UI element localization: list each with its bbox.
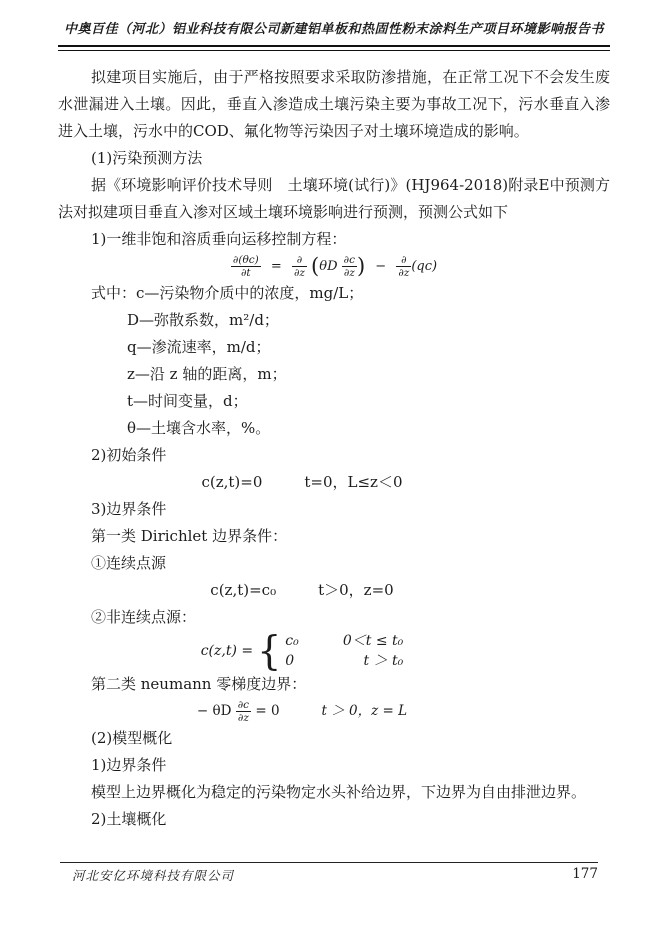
heading-transport-equation: 1)一维非饱和溶质垂向运移控制方程： — [91, 230, 347, 248]
fraction-d-dz-2: $\frac{\partial}{\partial z}$ — [398, 253, 410, 279]
piecewise-group — [200, 627, 404, 675]
fraction-dthetac-dt: $\frac{\partial(\theta c)}{\partial t}$ — [232, 253, 259, 279]
document-body — [58, 64, 610, 833]
equals-sign: = — [270, 259, 282, 274]
page-number: 177 — [572, 866, 598, 882]
formula-initial-condition — [58, 469, 610, 496]
paragraph-basis: 据《环境影响评价技术导则 土壤环境(试行)》(HJ964-2018)附录E中预测方法对拟建项目垂直入渗对区域土壤环境影响进行预测，预测公式如下 — [58, 176, 610, 221]
curly-brace: { — [257, 627, 282, 675]
symbol-definition-theta: θ—土壤含水率，%。 — [127, 419, 271, 437]
theta-d-coefficient: θD — [319, 259, 338, 274]
symbol-definition-z: z—沿 z 轴的距离，m； — [127, 365, 287, 383]
initial-condition-range: t=0，L≤z＜0 — [304, 473, 403, 491]
heading-neumann: 第二类 neumann 零梯度边界： — [91, 675, 307, 693]
continuous-condition-range: t＞0，z=0 — [318, 581, 394, 599]
piecewise-row2-value: 0 — [285, 653, 295, 669]
symbol-definition-D: D—弥散系数，m²/d； — [127, 311, 279, 329]
fraction-dc-dz-neumann: $\frac{\partial c}{\partial z}$ — [237, 698, 250, 724]
piecewise-lhs: c(z,t) = — [200, 642, 254, 659]
heading-boundary-condition: 3)边界条件 — [91, 500, 167, 518]
page-header — [58, 22, 610, 51]
symbol-definition-c: 式中：c—污染物介质中的浓度，mg/L； — [91, 284, 364, 302]
qc-term: (qc) — [411, 259, 438, 274]
initial-expression: c(z,t)=0 — [201, 473, 263, 491]
page-footer — [60, 862, 598, 884]
report-title: 中奥百佳（河北）铝业科技有限公司新建铝单板和热固性粉末涂料生产项目环境影响报告书 — [63, 22, 604, 37]
neumann-prefix: − θD — [196, 703, 232, 719]
footer-row — [60, 866, 598, 884]
formula-continuous-source — [58, 577, 610, 604]
formula-neumann-boundary — [58, 698, 610, 725]
heading-prediction-method: (1)污染预测方法 — [91, 149, 203, 167]
footer-divider — [60, 862, 598, 863]
piecewise-row-2 — [285, 651, 403, 671]
minus-sign: − — [375, 259, 387, 274]
neumann-equals-zero: = 0 — [255, 703, 280, 719]
heading-model-generalization: (2)模型概化 — [91, 729, 173, 747]
continuous-expression: c(z,t)=c₀ — [210, 581, 277, 599]
heading-discontinuous-source: ②非连续点源： — [91, 608, 197, 626]
formula-transport-equation — [58, 253, 610, 280]
heading-initial-condition: 2)初始条件 — [91, 446, 167, 464]
paragraph-intro: 拟建项目实施后，由于严格按照要求采取防渗措施，在正常工况下不会发生废水泄漏进入土壤。因此，垂直入渗造成土壤污染主要为事故工况下，污水垂直入渗进入土壤，污水中的COD、氟化物等污染因子对土壤环境造成的影响。 — [58, 68, 610, 140]
piecewise-rows — [285, 631, 403, 671]
header-divider — [58, 45, 610, 51]
piecewise-row2-condition: t ＞ t₀ — [363, 653, 404, 669]
symbol-definition-q: q—渗流速率，m/d； — [127, 338, 271, 356]
piecewise-row-1 — [285, 631, 403, 651]
left-paren: ( — [311, 254, 320, 278]
neumann-condition-range: t ＞ 0，z = L — [321, 703, 408, 719]
fraction-dc-dz: $\frac{\partial c}{\partial z}$ — [343, 253, 355, 279]
piecewise-row1-condition: 0＜t ≤ t₀ — [342, 633, 404, 649]
paragraph-model-boundary: 模型上边界概化为稳定的污染物定水头补给边界，下边界为自由排泄边界。 — [91, 783, 587, 801]
heading-dirichlet: 第一类 Dirichlet 边界条件： — [91, 527, 288, 545]
heading-soil-generalization: 2)土壤概化 — [91, 810, 167, 828]
formula-piecewise-source — [58, 627, 610, 675]
right-paren: ) — [356, 254, 366, 278]
heading-boundary-condition-2: 1)边界条件 — [91, 756, 167, 774]
fraction-d-dz-1: $\frac{\partial}{\partial z}$ — [293, 253, 305, 279]
heading-continuous-source: ①连续点源 — [91, 554, 167, 572]
symbol-definition-t: t—时间变量，d； — [127, 392, 248, 410]
footer-company: 河北安亿环境科技有限公司 — [72, 868, 235, 883]
piecewise-row1-value: c₀ — [285, 633, 299, 649]
